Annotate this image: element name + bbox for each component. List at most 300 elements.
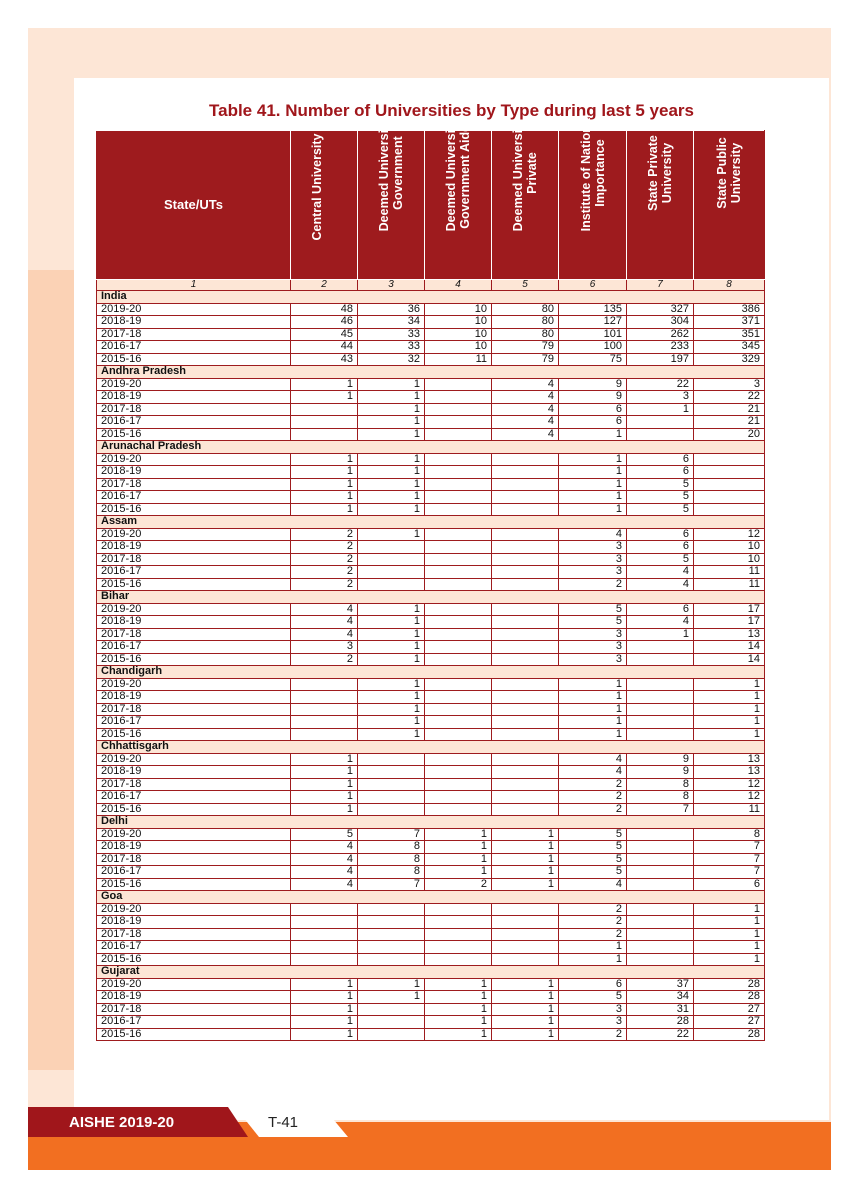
value-cell: 1 [358, 503, 425, 516]
value-cell [492, 653, 559, 666]
state-name: Andhra Pradesh [97, 366, 765, 379]
table-row [97, 878, 765, 891]
table-row [97, 903, 765, 916]
table-row [97, 978, 765, 991]
value-cell: 4 [627, 566, 694, 579]
year-cell: 2018-19 [97, 316, 291, 329]
state-name: Gujarat [97, 966, 765, 979]
value-cell: 1 [291, 753, 358, 766]
value-cell [425, 453, 492, 466]
state-name: Bihar [97, 591, 765, 604]
value-cell: 4 [492, 428, 559, 441]
header-line: Central University [310, 133, 324, 241]
value-cell: 46 [291, 316, 358, 329]
table-row [97, 678, 765, 691]
header-line: Deemed University- [444, 114, 458, 232]
value-cell: 1 [291, 766, 358, 779]
value-cell: 2 [291, 578, 358, 591]
value-cell [425, 566, 492, 579]
value-cell: 17 [694, 603, 765, 616]
value-cell: 5 [291, 828, 358, 841]
column-number: 5 [492, 280, 559, 291]
value-cell: 11 [694, 578, 765, 591]
year-cell: 2017-18 [97, 628, 291, 641]
value-cell [627, 728, 694, 741]
year-cell: 2018-19 [97, 766, 291, 779]
value-cell: 3 [559, 1016, 627, 1029]
value-cell: 8 [627, 778, 694, 791]
value-cell [492, 941, 559, 954]
value-cell: 28 [694, 1028, 765, 1041]
year-cell: 2019-20 [97, 378, 291, 391]
year-cell: 2019-20 [97, 528, 291, 541]
table-row [97, 928, 765, 941]
value-cell: 1 [694, 928, 765, 941]
year-cell: 2018-19 [97, 841, 291, 854]
value-cell [627, 691, 694, 704]
year-cell: 2018-19 [97, 541, 291, 554]
value-cell [627, 653, 694, 666]
value-cell: 1 [291, 478, 358, 491]
value-cell [425, 691, 492, 704]
value-cell: 1 [358, 466, 425, 479]
value-cell [627, 416, 694, 429]
value-cell: 13 [694, 628, 765, 641]
value-cell: 1 [425, 1028, 492, 1041]
value-cell: 1 [559, 428, 627, 441]
value-cell: 1 [492, 1028, 559, 1041]
value-cell [425, 928, 492, 941]
value-cell: 4 [492, 391, 559, 404]
value-cell: 8 [358, 841, 425, 854]
value-cell: 43 [291, 353, 358, 366]
state-heading-row [97, 291, 765, 304]
value-cell: 1 [559, 466, 627, 479]
value-cell: 1 [291, 391, 358, 404]
value-cell: 10 [425, 328, 492, 341]
value-cell [425, 603, 492, 616]
value-cell [291, 928, 358, 941]
page-number: T-41 [268, 1114, 299, 1131]
value-cell: 22 [627, 1028, 694, 1041]
value-cell: 4 [627, 616, 694, 629]
value-cell: 1 [694, 728, 765, 741]
table-row [97, 553, 765, 566]
value-cell: 3 [559, 553, 627, 566]
value-cell [358, 778, 425, 791]
state-heading-row [97, 516, 765, 529]
value-cell [627, 703, 694, 716]
value-cell [425, 766, 492, 779]
table-row [97, 1003, 765, 1016]
header-col-8 [694, 131, 765, 280]
value-cell: 1 [559, 453, 627, 466]
value-cell: 1 [291, 491, 358, 504]
value-cell: 2 [559, 1028, 627, 1041]
value-cell: 1 [291, 453, 358, 466]
state-name: Chhattisgarh [97, 741, 765, 754]
value-cell: 3 [559, 641, 627, 654]
value-cell: 6 [627, 528, 694, 541]
value-cell [627, 678, 694, 691]
value-cell: 1 [291, 991, 358, 1004]
value-cell: 4 [559, 528, 627, 541]
value-cell: 8 [358, 853, 425, 866]
value-cell [425, 616, 492, 629]
value-cell: 10 [425, 303, 492, 316]
year-cell: 2016-17 [97, 416, 291, 429]
value-cell: 1 [358, 528, 425, 541]
value-cell: 1 [358, 616, 425, 629]
value-cell: 6 [627, 603, 694, 616]
value-cell: 7 [694, 866, 765, 879]
value-cell: 33 [358, 328, 425, 341]
header-line: Deemed University- [511, 114, 525, 232]
value-cell: 2 [559, 928, 627, 941]
value-cell [492, 803, 559, 816]
value-cell [492, 453, 559, 466]
value-cell [425, 491, 492, 504]
value-cell: 1 [694, 678, 765, 691]
value-cell: 2 [559, 791, 627, 804]
table-row [97, 503, 765, 516]
value-cell: 1 [358, 691, 425, 704]
header-line: Government [391, 136, 405, 210]
table-row [97, 728, 765, 741]
value-cell: 8 [694, 828, 765, 841]
value-cell: 4 [492, 378, 559, 391]
value-cell: 5 [627, 491, 694, 504]
value-cell: 6 [559, 416, 627, 429]
value-cell [492, 753, 559, 766]
value-cell: 1 [358, 378, 425, 391]
value-cell [291, 728, 358, 741]
value-cell [627, 916, 694, 929]
value-cell [627, 941, 694, 954]
header-line: Importance [592, 139, 607, 207]
value-cell: 1 [559, 728, 627, 741]
year-cell: 2015-16 [97, 578, 291, 591]
year-cell: 2018-19 [97, 391, 291, 404]
value-cell [627, 828, 694, 841]
state-name: Chandigarh [97, 666, 765, 679]
column-number: 8 [694, 280, 765, 291]
value-cell: 28 [694, 991, 765, 1004]
value-cell: 3 [559, 566, 627, 579]
value-cell: 22 [694, 391, 765, 404]
value-cell: 1 [694, 716, 765, 729]
column-number-row [97, 280, 765, 291]
value-cell: 3 [627, 391, 694, 404]
value-cell [492, 716, 559, 729]
value-cell: 6 [627, 453, 694, 466]
value-cell: 1 [358, 491, 425, 504]
value-cell: 1 [425, 828, 492, 841]
column-number: 4 [425, 280, 492, 291]
year-cell: 2019-20 [97, 978, 291, 991]
value-cell: 1 [291, 791, 358, 804]
value-cell [291, 678, 358, 691]
table-body [97, 291, 765, 1041]
value-cell: 1 [425, 866, 492, 879]
value-cell [291, 903, 358, 916]
table-row [97, 616, 765, 629]
value-cell [425, 541, 492, 554]
header-line: State Public [715, 137, 729, 209]
value-cell: 22 [627, 378, 694, 391]
value-cell: 1 [559, 703, 627, 716]
value-cell [425, 528, 492, 541]
state-heading-row [97, 591, 765, 604]
table-row [97, 578, 765, 591]
value-cell: 1 [492, 828, 559, 841]
value-cell [425, 753, 492, 766]
value-cell: 14 [694, 653, 765, 666]
value-cell: 9 [559, 378, 627, 391]
value-cell: 28 [627, 1016, 694, 1029]
value-cell: 7 [694, 853, 765, 866]
value-cell: 1 [358, 703, 425, 716]
value-cell: 1 [358, 453, 425, 466]
value-cell: 6 [559, 978, 627, 991]
value-cell: 34 [627, 991, 694, 1004]
state-heading-row [97, 816, 765, 829]
year-cell: 2018-19 [97, 616, 291, 629]
year-cell: 2019-20 [97, 678, 291, 691]
table-row [97, 916, 765, 929]
table-row [97, 691, 765, 704]
value-cell [425, 953, 492, 966]
year-cell: 2015-16 [97, 353, 291, 366]
value-cell: 4 [291, 616, 358, 629]
value-cell [492, 916, 559, 929]
value-cell: 2 [559, 578, 627, 591]
table-row [97, 1028, 765, 1041]
value-cell [425, 803, 492, 816]
value-cell: 6 [559, 403, 627, 416]
value-cell: 2 [559, 916, 627, 929]
table-row [97, 778, 765, 791]
table-row [97, 791, 765, 804]
table-row [97, 803, 765, 816]
year-cell: 2019-20 [97, 828, 291, 841]
value-cell [358, 941, 425, 954]
value-cell: 327 [627, 303, 694, 316]
value-cell: 11 [694, 566, 765, 579]
value-cell [425, 903, 492, 916]
value-cell: 2 [559, 778, 627, 791]
value-cell [627, 853, 694, 866]
header-line: Government Aided [458, 117, 472, 229]
year-cell: 2017-18 [97, 1003, 291, 1016]
value-cell: 10 [425, 341, 492, 354]
value-cell: 4 [627, 578, 694, 591]
value-cell [492, 641, 559, 654]
value-cell [694, 491, 765, 504]
value-cell: 1 [291, 1016, 358, 1029]
value-cell: 1 [358, 416, 425, 429]
value-cell: 4 [492, 403, 559, 416]
value-cell: 1 [559, 716, 627, 729]
table-row [97, 403, 765, 416]
value-cell: 4 [559, 878, 627, 891]
value-cell: 1 [559, 678, 627, 691]
header-col-3 [358, 114, 425, 280]
value-cell: 7 [358, 878, 425, 891]
value-cell [425, 703, 492, 716]
value-cell [694, 466, 765, 479]
value-cell: 1 [425, 978, 492, 991]
value-cell [492, 603, 559, 616]
value-cell [492, 678, 559, 691]
value-cell [492, 541, 559, 554]
value-cell: 1 [559, 691, 627, 704]
value-cell [291, 916, 358, 929]
value-cell: 197 [627, 353, 694, 366]
value-cell: 11 [425, 353, 492, 366]
state-heading-row [97, 666, 765, 679]
value-cell: 262 [627, 328, 694, 341]
year-cell: 2019-20 [97, 303, 291, 316]
table-row [97, 866, 765, 879]
table-row [97, 528, 765, 541]
year-cell: 2019-20 [97, 453, 291, 466]
value-cell: 1 [559, 478, 627, 491]
table-title: Table 41. Number of Universities by Type during last 5 years [209, 101, 694, 120]
value-cell: 1 [291, 503, 358, 516]
value-cell: 1 [358, 641, 425, 654]
value-cell: 12 [694, 778, 765, 791]
value-cell [358, 553, 425, 566]
value-cell: 1 [425, 1016, 492, 1029]
header-col-6 [559, 114, 627, 280]
table-row [97, 603, 765, 616]
value-cell: 1 [358, 428, 425, 441]
header-col-4 [425, 114, 492, 280]
year-cell: 2017-18 [97, 853, 291, 866]
year-cell: 2016-17 [97, 941, 291, 954]
value-cell: 233 [627, 341, 694, 354]
value-cell: 1 [694, 916, 765, 929]
value-cell: 4 [559, 753, 627, 766]
value-cell: 44 [291, 341, 358, 354]
value-cell [358, 803, 425, 816]
header-state-uts: State/UTs [97, 131, 291, 280]
table-row [97, 941, 765, 954]
year-cell: 2018-19 [97, 466, 291, 479]
value-cell: 1 [559, 503, 627, 516]
value-cell: 10 [694, 541, 765, 554]
year-cell: 2015-16 [97, 653, 291, 666]
left-decorative-band [28, 270, 74, 1070]
value-cell: 4 [291, 841, 358, 854]
value-cell: 17 [694, 616, 765, 629]
value-cell: 37 [627, 978, 694, 991]
state-heading-row [97, 966, 765, 979]
value-cell [492, 553, 559, 566]
year-cell: 2017-18 [97, 703, 291, 716]
state-name: India [97, 291, 765, 304]
year-cell: 2016-17 [97, 491, 291, 504]
value-cell [492, 616, 559, 629]
value-cell: 1 [291, 778, 358, 791]
value-cell: 351 [694, 328, 765, 341]
value-cell: 3 [559, 1003, 627, 1016]
value-cell: 5 [627, 478, 694, 491]
value-cell: 1 [358, 991, 425, 1004]
value-cell: 4 [291, 603, 358, 616]
value-cell: 1 [358, 628, 425, 641]
table-row [97, 416, 765, 429]
value-cell: 1 [492, 1016, 559, 1029]
value-cell: 1 [358, 728, 425, 741]
column-number: 6 [559, 280, 627, 291]
value-cell: 1 [492, 991, 559, 1004]
value-cell: 4 [559, 766, 627, 779]
value-cell: 3 [291, 641, 358, 654]
value-cell: 12 [694, 528, 765, 541]
value-cell: 3 [559, 628, 627, 641]
header-line: State Private [646, 135, 660, 211]
state-heading-row [97, 441, 765, 454]
value-cell: 1 [694, 903, 765, 916]
value-cell: 32 [358, 353, 425, 366]
table-row [97, 628, 765, 641]
value-cell: 5 [627, 503, 694, 516]
year-cell: 2018-19 [97, 916, 291, 929]
value-cell: 1 [291, 466, 358, 479]
value-cell: 1 [358, 653, 425, 666]
value-cell: 8 [358, 866, 425, 879]
value-cell: 386 [694, 303, 765, 316]
value-cell [358, 953, 425, 966]
header-line: Deemed University- [377, 114, 391, 232]
table-row [97, 641, 765, 654]
value-cell: 80 [492, 303, 559, 316]
value-cell [358, 1016, 425, 1029]
value-cell [425, 716, 492, 729]
value-cell: 36 [358, 303, 425, 316]
value-cell: 6 [627, 466, 694, 479]
value-cell: 100 [559, 341, 627, 354]
value-cell: 80 [492, 316, 559, 329]
table-row [97, 841, 765, 854]
value-cell [425, 578, 492, 591]
value-cell [425, 641, 492, 654]
value-cell: 1 [358, 716, 425, 729]
value-cell: 2 [291, 528, 358, 541]
value-cell: 371 [694, 316, 765, 329]
value-cell: 27 [694, 1016, 765, 1029]
value-cell: 1 [425, 1003, 492, 1016]
value-cell: 1 [694, 691, 765, 704]
value-cell [291, 416, 358, 429]
table-row [97, 378, 765, 391]
value-cell [425, 791, 492, 804]
header-line: University [660, 142, 674, 204]
value-cell: 1 [291, 1028, 358, 1041]
value-cell: 1 [358, 403, 425, 416]
value-cell: 1 [627, 628, 694, 641]
value-cell: 5 [559, 991, 627, 1004]
table-row [97, 478, 765, 491]
value-cell [492, 953, 559, 966]
table-row [97, 353, 765, 366]
value-cell: 7 [694, 841, 765, 854]
value-cell [425, 778, 492, 791]
value-cell: 75 [559, 353, 627, 366]
value-cell [627, 428, 694, 441]
